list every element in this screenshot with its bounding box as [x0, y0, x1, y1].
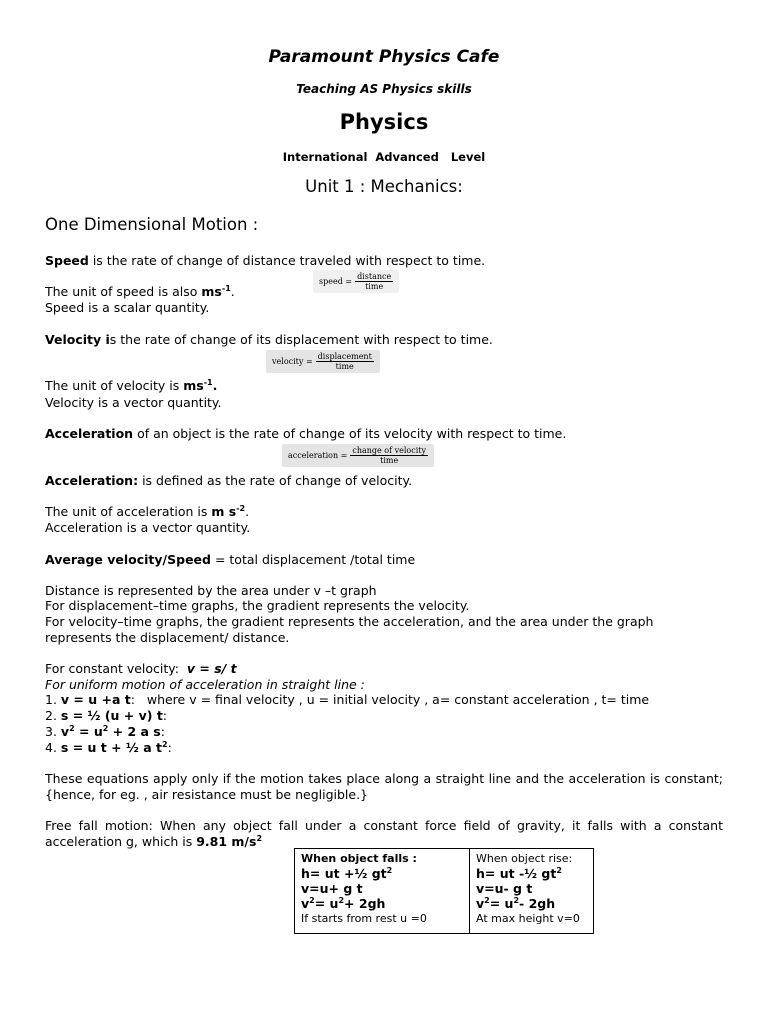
equation-4: 4. s = u t + ½ a $t^2$:: [45, 739, 172, 755]
acceleration-vector: Acceleration is a vector quantity.: [45, 520, 251, 535]
velocity-definition: Velocity is the rate of change of its displacement with respect to time.: [45, 332, 493, 347]
velocity-formula: velocity = $\frac{\text{displacement}}{\text{time}}$: [266, 350, 380, 373]
document-subtitle: Teaching AS Physics skills: [296, 82, 472, 96]
free-fall-paragraph: Free fall motion: When any object fall under a constant force field of gravity, it falls with a constant acceleration g, which is 9.81 $m/s^2$: [45, 818, 723, 849]
speed-scalar: Speed is a scalar quantity.: [45, 300, 210, 315]
velocity-unit: The unit of velocity is $ms^{-1}$.: [45, 377, 218, 393]
equation-2: 2. s = ½ (u + v) t:: [45, 708, 168, 723]
speed-unit: The unit of speed is also $ms^{-1}$.: [45, 283, 235, 299]
document-title: Paramount Physics Cafe: [268, 47, 500, 67]
rise-title: When object rise:: [476, 852, 573, 865]
free-fall-table: [294, 848, 594, 934]
equation-1: 1. v = u +a t: where v = final velocity , u = initial velocity , a= constant acceleration , t= time: [45, 692, 650, 707]
falls-v-equation: v=u+ g t: [301, 881, 363, 896]
unit-heading: Unit 1 : Mechanics:: [305, 177, 463, 196]
section-title: One Dimensional Motion :: [45, 215, 259, 234]
acceleration-definition-2: Acceleration: is defined as the rate of change of velocity.: [45, 473, 413, 488]
graph-note-3: For velocity–time graphs, the gradient represents the acceleration, and the area under the graph represents the displacement/ distance.: [45, 614, 654, 645]
rise-v2-equation: $v^2= u^2-$ 2gh: [476, 895, 556, 911]
falls-title: When object falls :: [301, 852, 417, 865]
rise-h-equation: h= ut -½ $gt^2$: [476, 865, 562, 881]
graph-note-2: For displacement–time graphs, the gradient represents the velocity.: [45, 598, 470, 613]
equation-3: 3. $v^2 = u^2 + 2$ a s:: [45, 723, 165, 739]
speed-formula: speed = $\frac{\text{distance}}{\text{time}}$: [313, 270, 399, 293]
acceleration-unit: The unit of acceleration is m $s^{-2}$.: [45, 503, 250, 519]
acceleration-definition: Acceleration of an object is the rate of change of its velocity with respect to time.: [45, 426, 567, 441]
graph-note-1: Distance is represented by the area under v –t graph: [45, 583, 377, 598]
constant-velocity-equation: For constant velocity: v = s/ t: [45, 661, 237, 676]
falls-h-equation: h= ut +½ $gt^2$: [301, 865, 393, 881]
subject-heading: Physics: [339, 110, 429, 134]
velocity-vector: Velocity is a vector quantity.: [45, 395, 222, 410]
rise-cell: [470, 849, 594, 934]
acceleration-formula: acceleration = $\frac{\text{change of velocity}}{\text{time}}$: [282, 444, 434, 467]
rise-note: At max height v=0: [476, 912, 580, 925]
conditions-paragraph: These equations apply only if the motion takes place along a straight line and the acceleration is constant; {hence, for eg. , air resistance must be negligible.}: [45, 771, 723, 802]
falls-v2-equation: $v^2= u^2+ 2gh$: [301, 895, 386, 911]
falls-note: If starts from rest u =0: [301, 912, 427, 925]
falls-cell: [295, 849, 470, 934]
rise-v-equation: v=u- g t: [476, 881, 533, 896]
speed-definition: Speed is the rate of change of distance traveled with respect to time.: [45, 253, 486, 268]
average-velocity: Average velocity/Speed = total displacement /total time: [45, 552, 416, 567]
level-heading: International Advanced Level: [282, 150, 486, 164]
uniform-motion-heading: For uniform motion of acceleration in straight line :: [45, 677, 365, 692]
